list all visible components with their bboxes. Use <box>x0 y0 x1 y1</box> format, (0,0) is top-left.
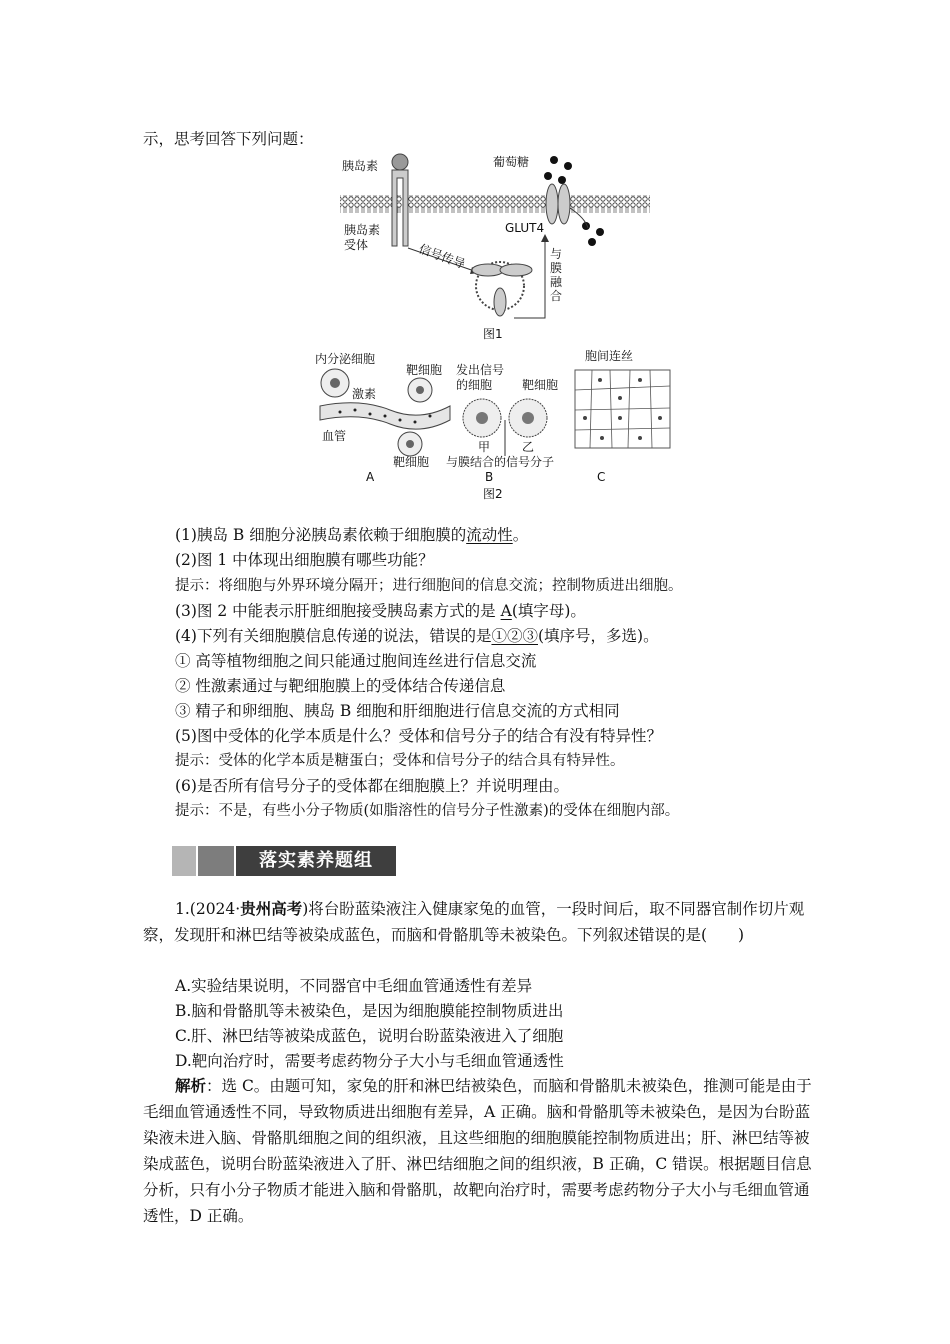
receptor-label-2: 受体 <box>344 238 369 252</box>
question-1: (1)胰岛 B 细胞分泌胰岛素依赖于细胞膜的流动性。 <box>175 526 529 544</box>
question-2: (2)图 1 中体现出细胞膜有哪些功能？ <box>175 551 434 569</box>
problem-1-option-a: A.实验结果说明，不同器官中毛细血管通透性有差异 <box>175 977 533 995</box>
analysis-label: 解析 <box>175 1076 207 1095</box>
figure-2b <box>446 362 558 484</box>
answer-3: A <box>500 602 512 620</box>
insulin-label: 胰岛素 <box>342 159 379 173</box>
vesicle-glut4-1 <box>472 264 504 276</box>
question-5: (5)图中受体的化学本质是什么？受体和信号分子的结合有没有特异性？ <box>175 727 662 745</box>
label-c: C <box>597 470 606 484</box>
hormone-label: 激素 <box>352 387 377 401</box>
target-cell-b-label: 靶细胞 <box>522 378 559 392</box>
figure1-caption: 图1 <box>483 327 503 341</box>
answer-4: ①②③ <box>491 627 538 645</box>
question-4-option-3: ③ 精子和卵细胞、胰岛 B 细胞和肝细胞进行信息交流的方式相同 <box>175 702 620 720</box>
question-6: (6)是否所有信号分子的受体都在细胞膜上？并说明理由。 <box>175 777 569 795</box>
plasmodesmata-label: 胞间连丝 <box>585 349 634 363</box>
answer-1: 流动性 <box>466 526 513 544</box>
label-a: A <box>366 470 375 484</box>
problem-1-analysis: 解析：选 C。由题可知，家兔的肝和淋巴结被染色，而脑和骨骼肌未被染色，推测可能是由于毛细血管通透性不同，导致物质进出细胞有差异，A 正确。脑和骨骼肌等未被染色，是因为台盼蓝染液未进入脑、骨骼肌细胞之间的组织液，且这些细胞的细胞膜能控制物质进出；肝、淋巴结等被染成蓝色，说明台盼蓝染液进入了肝、淋巴结细胞之间的组织液，B 正确，C 错误。根据题目信息分析，只有小分子物质才能进入脑和骨骼肌，故靶向治疗时，需要考虑药物分子大小与毛细血管通透性，D 正确。 <box>143 1076 812 1225</box>
insulin-molecule <box>392 154 408 170</box>
figure-area <box>300 148 680 503</box>
signal-label: 信号传导 <box>416 241 467 272</box>
fuse-char-2: 膜 <box>550 261 563 275</box>
receptor-label-1: 胰岛素 <box>344 223 381 237</box>
figure-2c <box>575 348 670 484</box>
figure-2a <box>315 351 450 484</box>
section-title: 落实素养题组 <box>236 846 396 876</box>
label-b: B <box>485 470 494 484</box>
glut4-protein-left <box>546 184 558 224</box>
vesicle-glut4-3 <box>494 288 506 316</box>
fuse-char-1: 与 <box>550 247 563 261</box>
vesicle-glut4-2 <box>500 264 532 276</box>
glucose-label: 葡萄糖 <box>493 155 530 169</box>
fuse-char-4: 合 <box>550 289 563 303</box>
cell-membrane <box>340 195 650 213</box>
question-6-hint: 提示：不是，有些小分子物质(如脂溶性的信号分子性激素)的受体在细胞内部。 <box>175 803 680 819</box>
question-4-option-2: ② 性激素通过与靶细胞膜上的受体结合传递信息 <box>175 677 506 695</box>
glut4-label: GLUT4 <box>505 221 545 235</box>
question-2-hint: 提示：将细胞与外界环境分隔开；进行细胞间的信息交流；控制物质进出细胞。 <box>175 578 683 594</box>
question-3: (3)图 2 中能表示肝脏细胞接受胰岛素方式的是 A(填字母)。 <box>175 602 586 620</box>
problem-1-option-c: C.肝、淋巴结等被染成蓝色，说明台盼蓝染液进入了细胞 <box>175 1027 564 1045</box>
section-heading <box>172 846 396 876</box>
fuse-char-3: 融 <box>550 275 563 289</box>
glut4-protein-right <box>558 184 570 224</box>
question-4-option-1: ① 高等植物细胞之间只能通过胞间连丝进行信息交流 <box>175 652 537 670</box>
target-cell-a-label: 靶细胞 <box>406 363 443 377</box>
jia-label: 甲 <box>478 440 491 454</box>
vessel-label: 血管 <box>322 429 347 443</box>
endocrine-label: 内分泌细胞 <box>315 352 376 366</box>
problem-1-option-b: B.脑和骨骼肌等未被染色，是因为细胞膜能控制物质进出 <box>175 1002 564 1020</box>
problem-1-stem: 1.(2024·贵州高考)将台盼蓝染液注入健康家兔的血管，一段时间后，取不同器官制作切片观察，发现肝和淋巴结等被染成蓝色，而脑和骨骼肌等未被染色。下列叙述错误的是( ) <box>143 899 805 944</box>
signal-cell-label-2: 的细胞 <box>456 378 493 392</box>
problem-1-source: 贵州高考 <box>240 899 303 918</box>
problem-1-option-d: D.靶向治疗时，需要考虑药物分子大小与毛细血管通透性 <box>175 1052 564 1070</box>
intro-text: 示，思考回答下列问题： <box>143 130 314 148</box>
figure-1 <box>340 154 650 341</box>
figure2-caption: 图2 <box>483 487 503 501</box>
question-5-hint: 提示：受体的化学本质是糖蛋白；受体和信号分子的结合具有特异性。 <box>175 753 625 769</box>
membrane-signal-label: 与膜结合的信号分子 <box>446 455 555 469</box>
figure-svg <box>300 148 680 503</box>
signal-cell-label-1: 发出信号 <box>456 363 505 377</box>
target-cell-a2-label: 靶细胞 <box>393 455 430 469</box>
yi-label: 乙 <box>522 440 535 454</box>
question-4: (4)下列有关细胞膜信息传递的说法，错误的是①②③(填序号，多选)。 <box>175 627 659 645</box>
